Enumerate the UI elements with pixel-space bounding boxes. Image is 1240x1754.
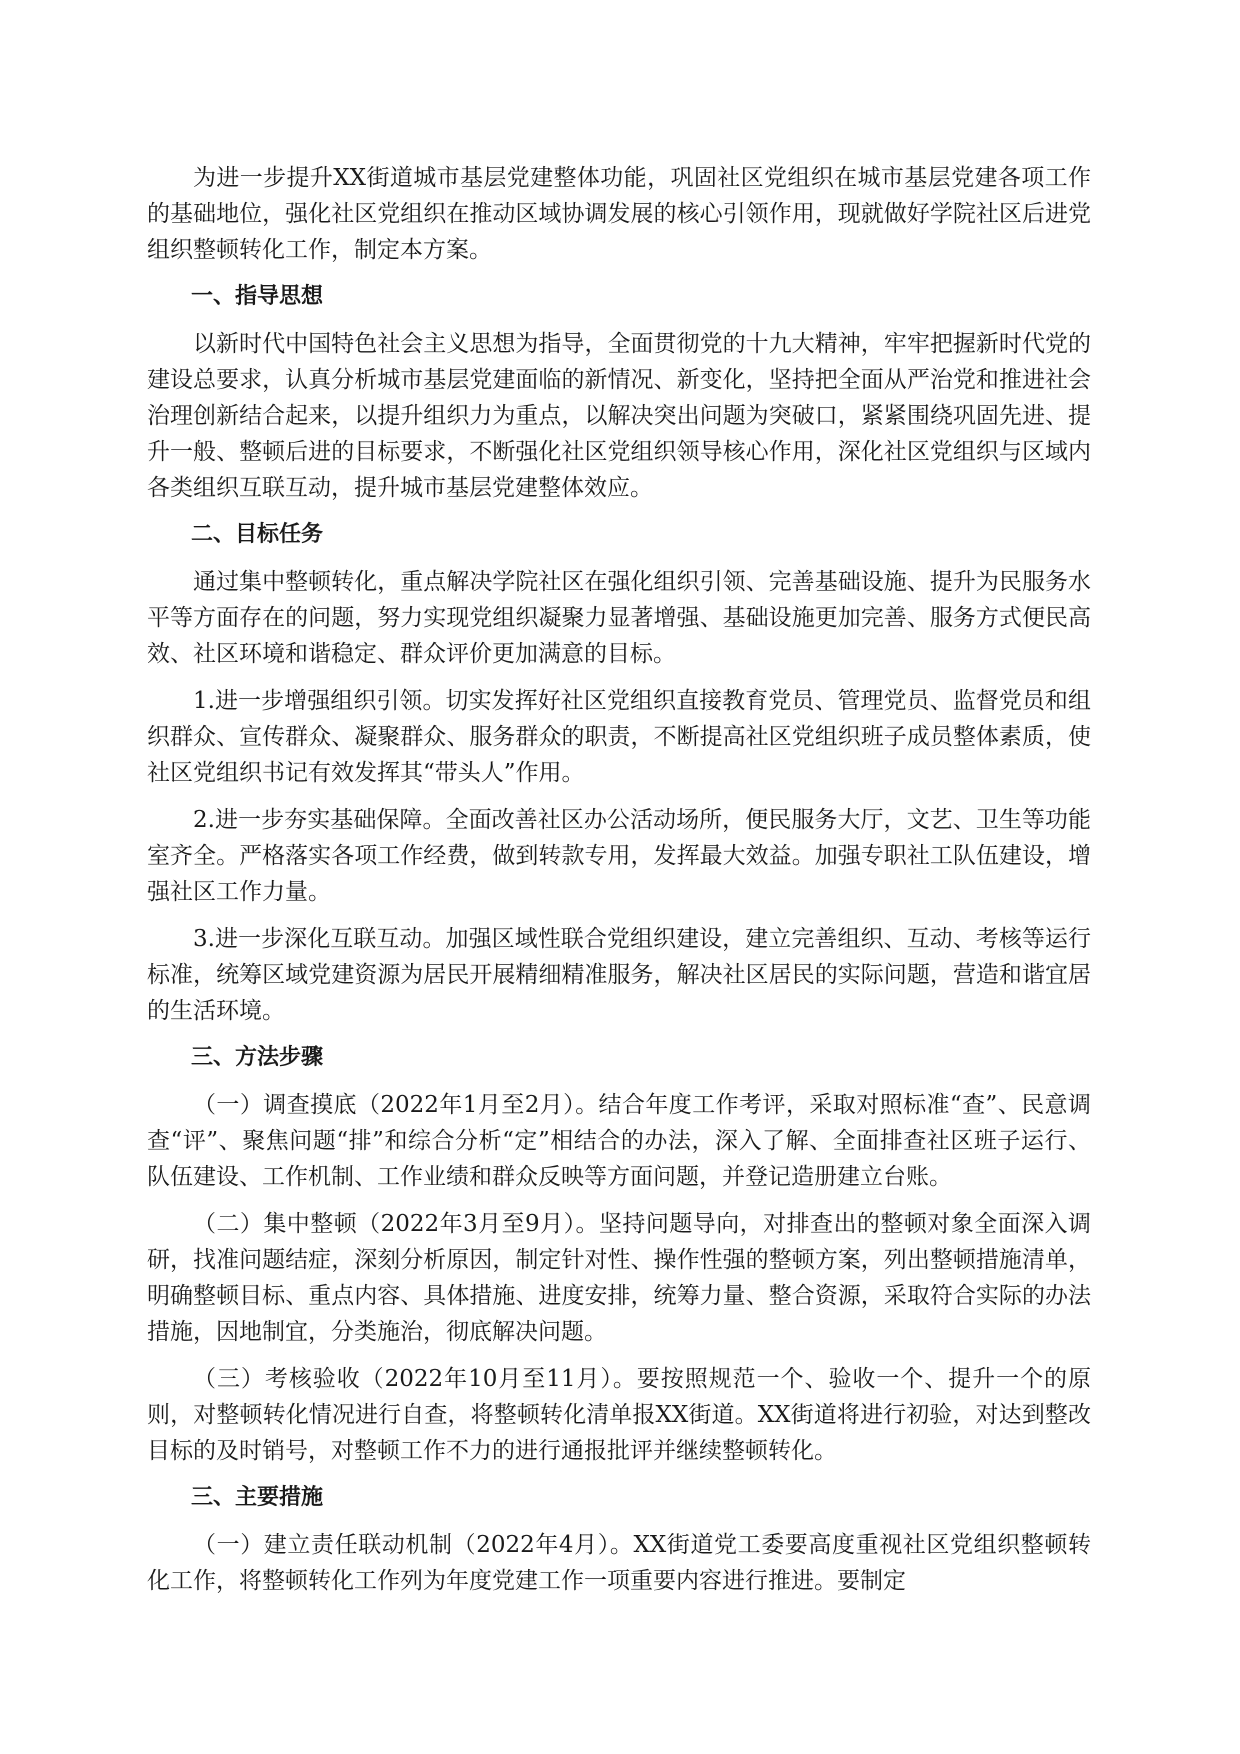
goal-item-1: 1.进一步增强组织引领。切实发挥好社区党组织直接教育党员、管理党员、监督党员和组织群众、宣传群众、凝聚群众、服务群众的职责，不断提高社区党组织班子成员整体素质，使社区党组织书记有效发挥其“带头人”作用。: [147, 688, 1091, 786]
goal-item-2: 2.进一步夯实基础保障。全面改善社区办公活动场所，便民服务大厅，文艺、卫生等功能室齐全。严格落实各项工作经费，做到转款专用，发挥最大效益。加强专职社工队伍建设，增强社区工作力量。: [147, 807, 1091, 905]
document-page: [147, 160, 1091, 1610]
step-3-paragraph: （三）考核验收（2022年10月至11月）。要按照规范一个、验收一个、提升一个的原则，对整顿转化情况进行自查，将整顿转化清单报XX街道。XX街道将进行初验，对达到整改目标的及时销号，对整顿工作不力的进行通报批评并继续整顿转化。: [147, 1366, 1091, 1464]
section-heading-goals: 二、目标任务: [191, 522, 324, 547]
step-1-paragraph: （一）调查摸底（2022年1月至2月）。结合年度工作考评，采取对照标准“查”、民意调查“评”、聚焦问题“排”和综合分析“定”相结合的办法，深入了解、全面排查社区班子运行、队伍建设、工作机制、工作业绩和群众反映等方面问题，并登记造册建立台账。: [147, 1092, 1091, 1190]
section-heading-steps: 三、方法步骤: [191, 1045, 324, 1070]
goals-paragraph: 通过集中整顿转化，重点解决学院社区在强化组织引领、完善基础设施、提升为民服务水平等方面存在的问题，努力实现党组织凝聚力显著增强、基础设施更加完善、服务方式便民高效、社区环境和谐稳定、群众评价更加满意的目标。: [147, 569, 1091, 667]
step-2-paragraph: （二）集中整顿（2022年3月至9月）。坚持问题导向，对排查出的整顿对象全面深入调研，找准问题结症，深刻分析原因，制定针对性、操作性强的整顿方案，列出整顿措施清单，明确整顿目标、重点内容、具体措施、进度安排，统筹力量、整合资源，采取符合实际的办法措施，因地制宜，分类施治，彻底解决问题。: [147, 1211, 1091, 1345]
intro-paragraph: 为进一步提升XX街道城市基层党建整体功能，巩固社区党组织在城市基层党建各项工作的基础地位，强化社区党组织在推动区域协调发展的核心引领作用，现就做好学院社区后进党组织整顿转化工作，制定本方案。: [147, 165, 1091, 263]
measure-1-paragraph: （一）建立责任联动机制（2022年4月）。XX街道党工委要高度重视社区党组织整顿转化工作，将整顿转化工作列为年度党建工作一项重要内容进行推进。要制定: [147, 1532, 1091, 1594]
goal-item-3: 3.进一步深化互联互动。加强区域性联合党组织建设，建立完善组织、互动、考核等运行标准，统筹区域党建资源为居民开展精细精准服务，解决社区居民的实际问题，营造和谐宜居的生活环境。: [147, 926, 1091, 1024]
section-heading-measures: 三、主要措施: [191, 1485, 324, 1510]
section-heading-guiding-thought: 一、指导思想: [191, 284, 324, 309]
guiding-thought-paragraph: 以新时代中国特色社会主义思想为指导，全面贯彻党的十九大精神，牢牢把握新时代党的建设总要求，认真分析城市基层党建面临的新情况、新变化，坚持把全面从严治党和推进社会治理创新结合起来，以提升组织力为重点，以解决突出问题为突破口，紧紧围绕巩固先进、提升一般、整顿后进的目标要求，不断强化社区党组织领导核心作用，深化社区党组织与区域内各类组织互联互动，提升城市基层党建整体效应。: [147, 331, 1091, 501]
